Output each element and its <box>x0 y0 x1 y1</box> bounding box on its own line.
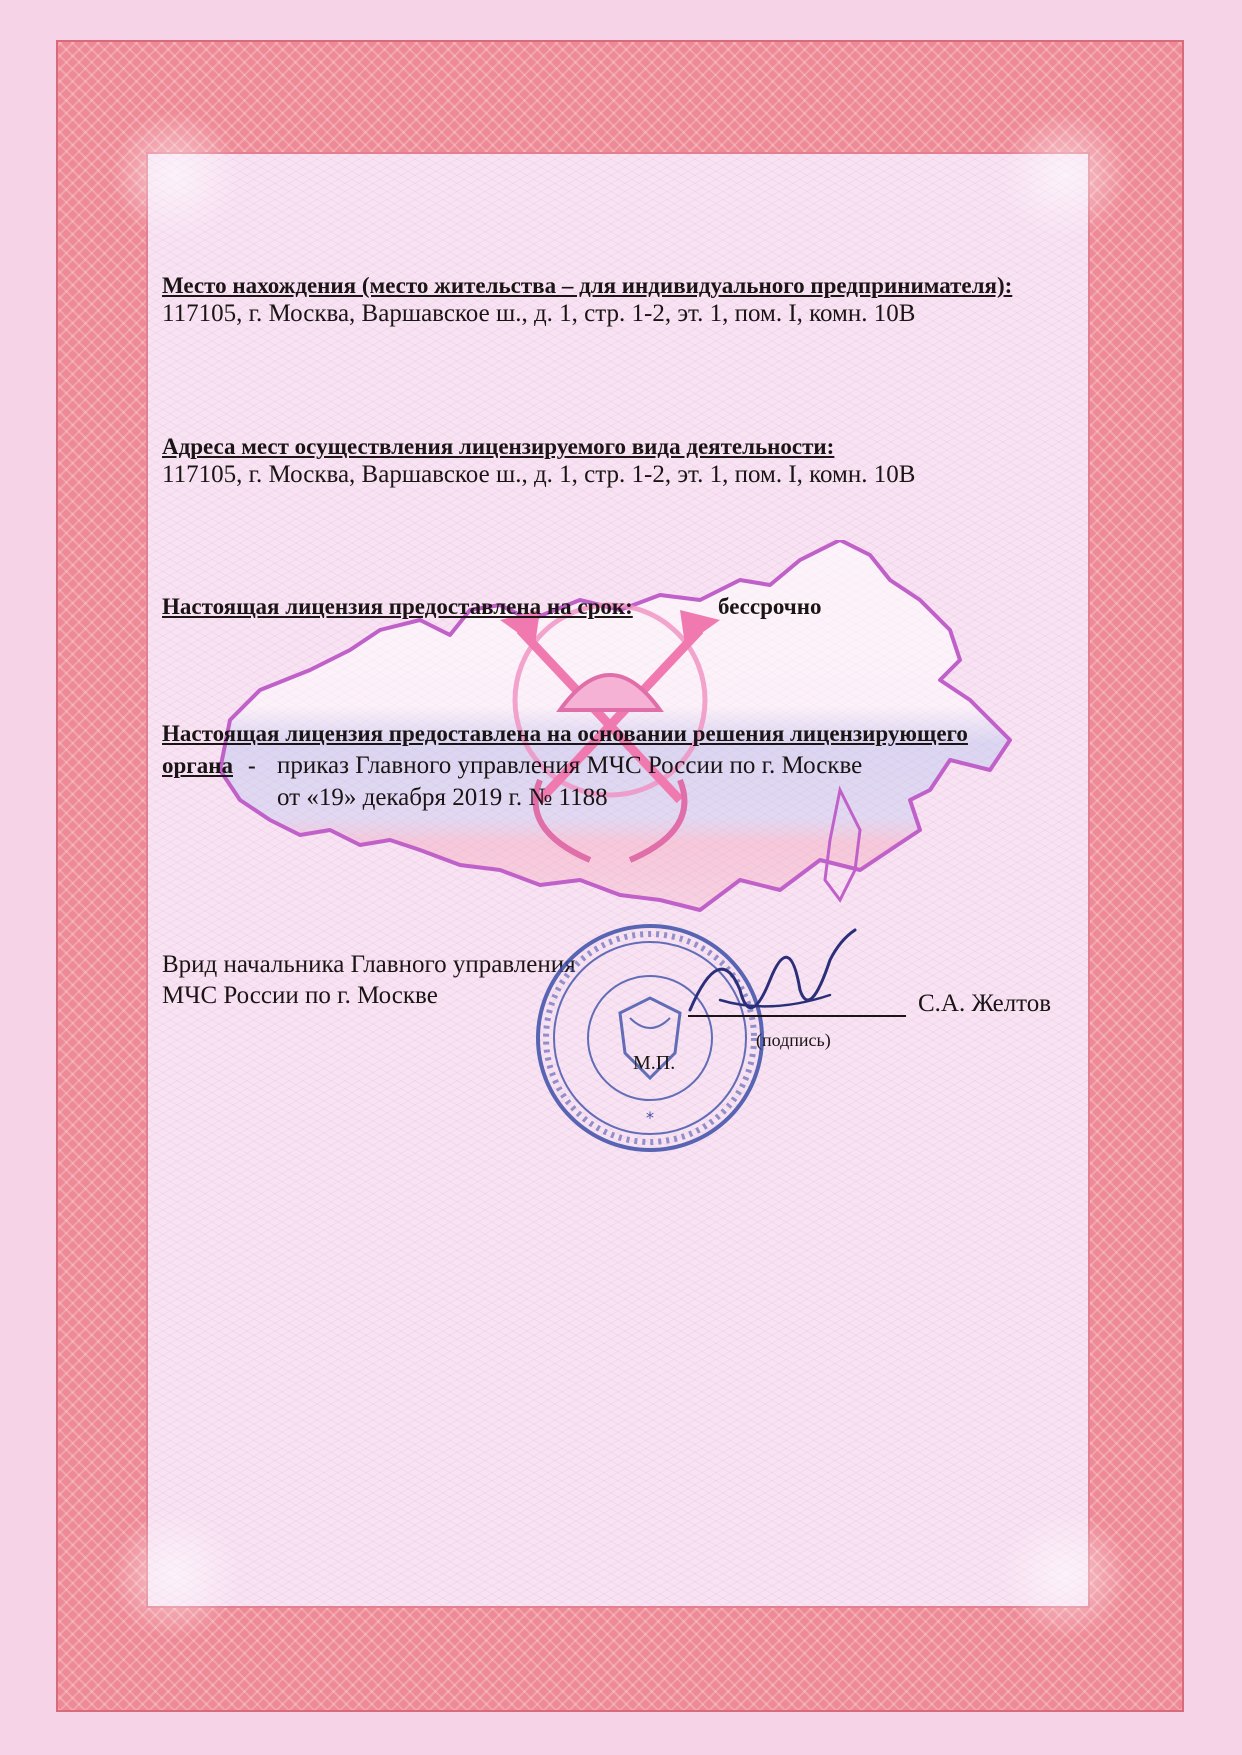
signatory-title-line1: Врид начальника Главного управления <box>162 951 576 978</box>
location-heading: Место нахождения (место жительства – для индивидуального предпринимателя): <box>162 273 1013 298</box>
handwritten-signature <box>680 920 880 1040</box>
signatory-name: С.А. Желтов <box>918 990 1052 1017</box>
basis-heading-line1: Настоящая лицензия предоставлена на основании решения лицензирующего <box>162 721 968 746</box>
basis-value-line1: приказ Главного управления МЧС России по г. Москве <box>277 752 863 779</box>
activity-addresses-heading: Адреса мест осуществления лицензируемого вида деятельности: <box>162 434 835 459</box>
svg-text:*: * <box>646 1108 654 1127</box>
activity-addresses-value: 117105, г. Москва, Варшавское ш., д. 1, стр. 1-2, эт. 1, пом. I, комн. 10В <box>162 461 916 488</box>
term-heading: Настоящая лицензия предоставлена на срок: <box>162 594 633 619</box>
corner-rosette <box>110 110 240 240</box>
corner-rosette <box>110 1510 240 1640</box>
signatory-title-line2: МЧС России по г. Москве <box>162 982 438 1009</box>
basis-value-line2: от «19» декабря 2019 г. № 1188 <box>277 784 608 811</box>
location-value: 117105, г. Москва, Варшавское ш., д. 1, стр. 1-2, эт. 1, пом. I, комн. 10В <box>162 300 916 327</box>
signature-line <box>688 1015 906 1017</box>
corner-rosette <box>1000 110 1130 240</box>
stamp-place-label: М.П. <box>633 1052 676 1074</box>
basis-dash: - <box>248 753 256 778</box>
corner-rosette <box>1000 1510 1130 1640</box>
signature-caption: (подпись) <box>756 1030 831 1050</box>
basis-heading-line2: органа <box>162 753 233 778</box>
term-value: бессрочно <box>718 594 822 619</box>
